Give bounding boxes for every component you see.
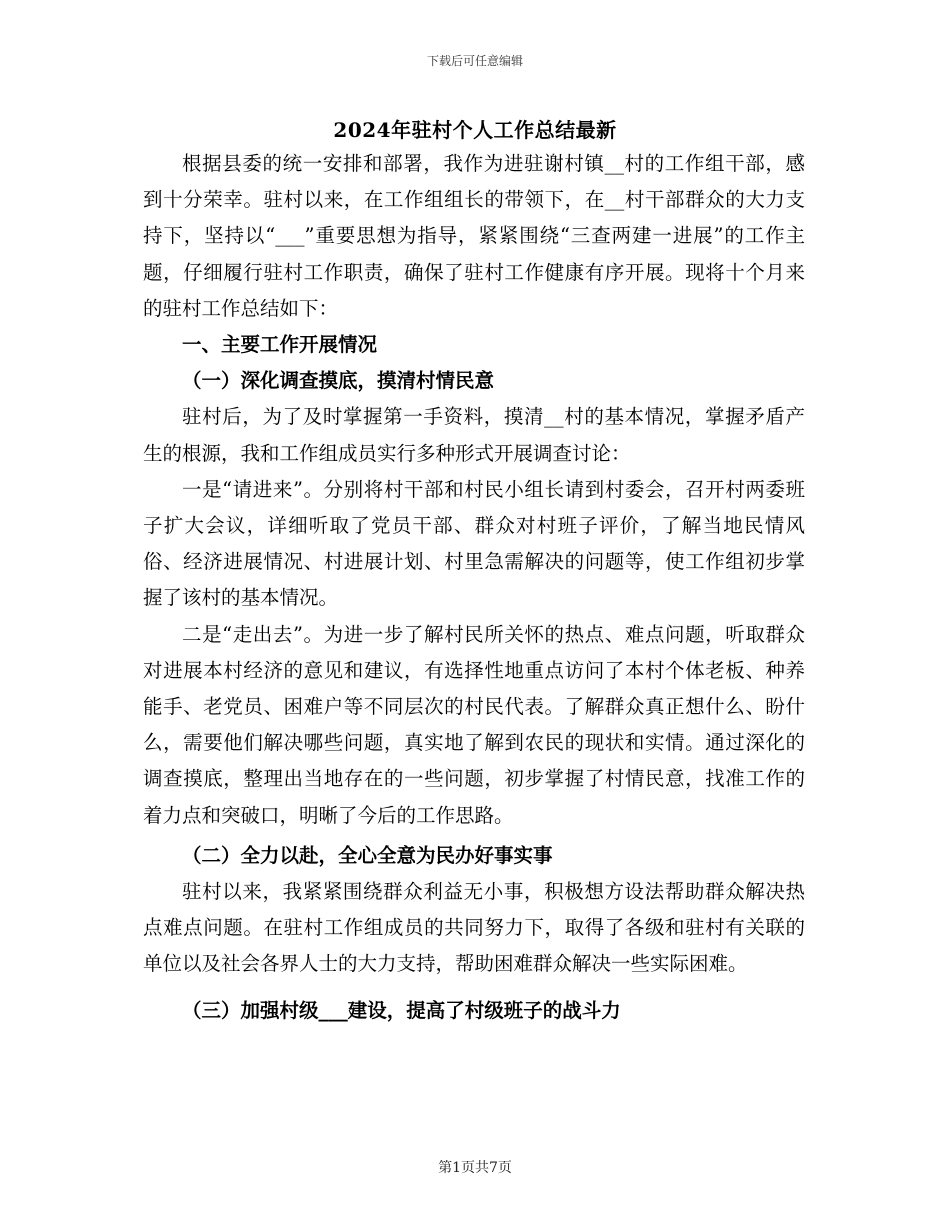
- paragraph-intro: 根据县委的统一安排和部署，我作为进驻谢村镇__村的工作组干部，感到十分荣幸。驻村以来，在工作组组长的带领下，在__村干部群众的大力支持下，坚持以“___”重要思想为指导，紧紧围绕“三查两建一进展”的工作主题，仔细履行驻村工作职责，确保了驻村工作健康有序开展。现将十个月来的驻村工作总结如下：: [143, 152, 805, 320]
- paragraph-3: 二是“走出去”。为进一步了解村民所关怀的热点、难点问题，听取群众对进展本村经济的意见和建议，有选择性地重点访问了本村个体老板、种养能手、老党员、困难户等不同层次的村民代表。了解群众真正想什么、盼什么，需要他们解决哪些问题，真实地了解到农民的现状和实情。通过深化的调查摸底，整理出当地存在的一些问题，初步掌握了村情民意，找准工作的着力点和突破口，明晰了今后的工作思路。: [143, 622, 805, 827]
- document-title: 2024年驻村个人工作总结最新: [333, 118, 617, 142]
- subsection-heading-1: （一）深化调查摸底，摸清村情民意: [182, 369, 495, 393]
- document-body: [143, 146, 805, 1029]
- paragraph-4: 驻村以来，我紧紧围绕群众利益无小事，积极想方设法帮助群众解决热点难点问题。在驻村工作组成员的共同努力下，取得了各级和驻村有关联的单位以及社会各界人士的大力支持，帮助困难群众解决一些实际困难。: [143, 880, 805, 976]
- page-header: 下载后可任意编辑: [426, 54, 523, 68]
- paragraph-1: 驻村后，为了及时掌握第一手资料，摸清__村的基本情况，掌握矛盾产生的根源，我和工作组成员实行多种形式开展调查讨论：: [143, 405, 805, 465]
- page-footer: 第1页共7页: [438, 1160, 512, 1176]
- section-heading-1: 一、主要工作开展情况: [182, 333, 378, 357]
- paragraph-2: 一是“请进来”。分别将村干部和村民小组长请到村委会，召开村两委班子扩大会议，详细听取了党员干部、群众对村班子评价，了解当地民情风俗、经济进展情况、村进展计划、村里急需解决的问题等，使工作组初步掌握了该村的基本情况。: [143, 477, 805, 610]
- subsection-heading-2: （二）全力以赴，全心全意为民办好事实事: [182, 843, 553, 867]
- subsection-heading-3: （三）加强村级___建设，提高了村级班子的战斗力: [182, 998, 621, 1022]
